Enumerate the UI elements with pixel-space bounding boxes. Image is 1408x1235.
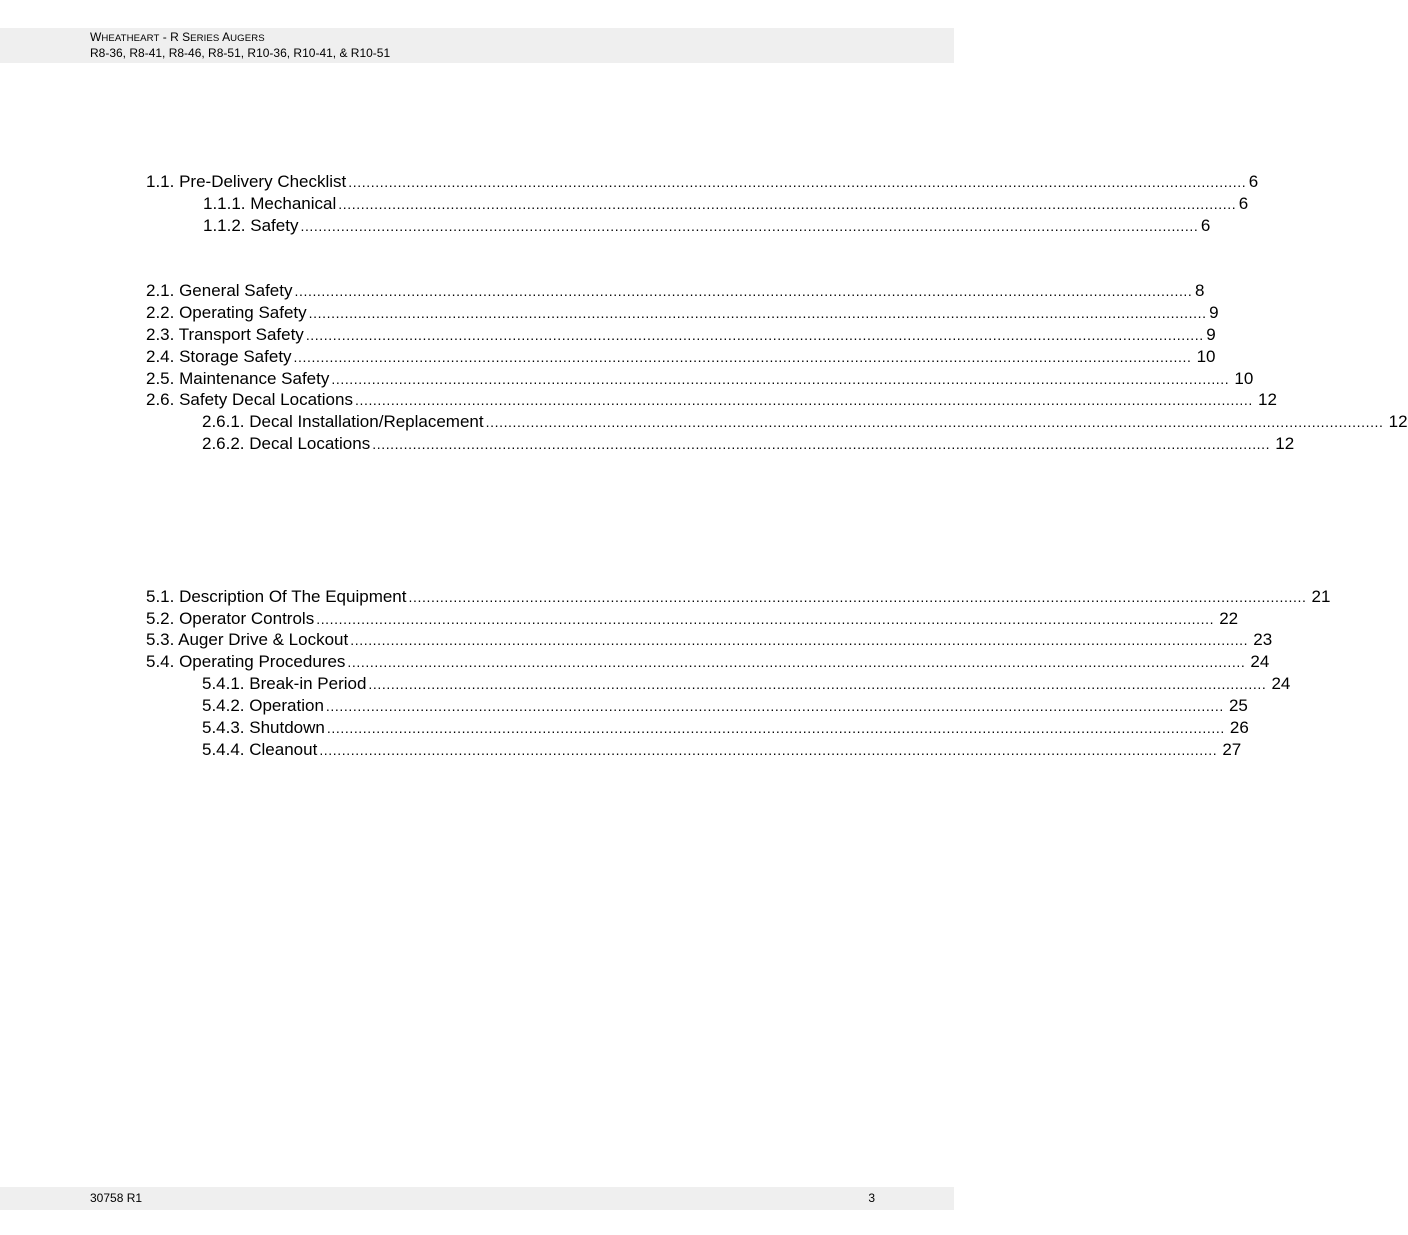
toc-entry-page: 9 bbox=[1209, 303, 1219, 322]
toc-entry-label: 2.6.2. Decal Locations bbox=[202, 434, 371, 453]
toc-entry[interactable] bbox=[202, 717, 1249, 739]
toc-entry-label: 5.4.2. Operation bbox=[202, 696, 324, 715]
toc-entry[interactable] bbox=[146, 651, 1270, 673]
toc-entry[interactable] bbox=[146, 346, 1216, 368]
dot-leader: ........................................................................................................................................................................................................ bbox=[294, 283, 1193, 299]
toc-entry-page: 24 bbox=[1250, 652, 1270, 671]
dot-leader: ........................................................................................................................................................................................................ bbox=[331, 371, 1230, 387]
toc-entry[interactable] bbox=[202, 433, 1295, 455]
toc-entry-page: 12 bbox=[1388, 412, 1408, 431]
toc-entry-page: 12 bbox=[1257, 390, 1277, 409]
toc-entry-label: 2.6.1. Decal Installation/Replacement bbox=[202, 412, 484, 431]
toc-entry[interactable] bbox=[202, 673, 1291, 695]
toc-entry-label: 5.1. Description Of The Equipment bbox=[146, 587, 407, 606]
toc-entry-label: 2.1. General Safety bbox=[146, 281, 293, 300]
toc-entry-label: 5.4.4. Cleanout bbox=[202, 740, 318, 759]
toc-entry-label: 1.1.1. Mechanical bbox=[203, 194, 337, 213]
toc-entry-page: 24 bbox=[1271, 674, 1291, 693]
dot-leader: ........................................................................................................................................................................................................ bbox=[485, 414, 1384, 430]
toc-entry-page: 21 bbox=[1311, 587, 1331, 606]
dot-leader: ........................................................................................................................................................................................................ bbox=[408, 589, 1307, 605]
title-rest-a: UGERS bbox=[230, 33, 265, 44]
toc-entry-label: 2.4. Storage Safety bbox=[146, 347, 292, 366]
toc-entry-label: 2.5. Maintenance Safety bbox=[146, 369, 330, 388]
toc-entry[interactable] bbox=[203, 215, 1211, 237]
dot-leader: ........................................................................................................................................................................................................ bbox=[325, 698, 1224, 714]
toc-entry[interactable] bbox=[203, 193, 1249, 215]
toc-entry-page: 12 bbox=[1275, 434, 1295, 453]
title-initial-s: S bbox=[182, 30, 191, 44]
dot-leader: ........................................................................................................................................................................................................ bbox=[326, 720, 1225, 736]
dot-leader: ........................................................................................................................................................................................................ bbox=[348, 174, 1247, 190]
toc-entry-label: 1.1.2. Safety bbox=[203, 216, 299, 235]
dot-leader: ........................................................................................................................................................................................................ bbox=[350, 632, 1249, 648]
toc-entry-label: 5.4.3. Shutdown bbox=[202, 718, 325, 737]
toc-entry-label: 1.1. Pre-Delivery Checklist bbox=[146, 172, 347, 191]
toc-entry[interactable] bbox=[202, 411, 1408, 433]
toc-entry-label: 5.3. Auger Drive & Lockout bbox=[146, 630, 349, 649]
dot-leader: ........................................................................................................................................................................................................ bbox=[319, 742, 1218, 758]
toc-entry-page: 27 bbox=[1222, 740, 1242, 759]
dot-leader: ........................................................................................................................................................................................................ bbox=[338, 196, 1237, 212]
toc-entry-page: 8 bbox=[1194, 281, 1205, 300]
toc-entry-page: 25 bbox=[1228, 696, 1248, 715]
toc-entry-label: 2.3. Transport Safety bbox=[146, 325, 304, 344]
toc-entry-page: 9 bbox=[1206, 325, 1216, 344]
toc-entry-page: 6 bbox=[1238, 194, 1249, 213]
toc-entry-label: 5.4. Operating Procedures bbox=[146, 652, 346, 671]
dot-leader: ........................................................................................................................................................................................................ bbox=[347, 654, 1246, 670]
toc-entry-label: 5.2. Operator Controls bbox=[146, 609, 315, 628]
toc-entry[interactable] bbox=[146, 608, 1239, 630]
dot-leader: ........................................................................................................................................................................................................ bbox=[305, 327, 1204, 343]
dot-leader: ........................................................................................................................................................................................................ bbox=[300, 218, 1199, 234]
toc-entry-page: 6 bbox=[1248, 172, 1259, 191]
toc-entry[interactable] bbox=[202, 739, 1242, 761]
toc-entry[interactable] bbox=[202, 695, 1248, 717]
toc-entry[interactable] bbox=[146, 324, 1216, 346]
dot-leader: ........................................................................................................................................................................................................ bbox=[308, 305, 1207, 321]
toc-entry[interactable] bbox=[146, 586, 1331, 608]
toc-entry-label: 5.4.1. Break-in Period bbox=[202, 674, 367, 693]
dot-leader: ........................................................................................................................................................................................................ bbox=[316, 611, 1215, 627]
toc-entry-page: 26 bbox=[1229, 718, 1249, 737]
footer-band bbox=[0, 1187, 954, 1210]
dot-leader: ........................................................................................................................................................................................................ bbox=[293, 349, 1192, 365]
dot-leader: ........................................................................................................................................................................................................ bbox=[368, 676, 1267, 692]
toc-entry-label: 2.6. Safety Decal Locations bbox=[146, 390, 353, 409]
toc-entry-page: 22 bbox=[1219, 609, 1239, 628]
title-initial-a: A bbox=[219, 30, 231, 44]
dot-leader: ........................................................................................................................................................................................................ bbox=[354, 392, 1253, 408]
toc-entry-page: 10 bbox=[1234, 369, 1254, 388]
model-list: R8-36, R8-41, R8-46, R8-51, R10-36, R10-41, & R10-51 bbox=[90, 46, 391, 60]
toc-entry[interactable] bbox=[146, 389, 1277, 411]
title-rest-s: ERIES bbox=[190, 33, 220, 44]
toc-entry[interactable] bbox=[146, 368, 1254, 390]
toc-entry-page: 23 bbox=[1253, 630, 1273, 649]
title-initial-w: W bbox=[90, 30, 102, 44]
toc-entry-page: 6 bbox=[1200, 216, 1211, 235]
dot-leader: ........................................................................................................................................................................................................ bbox=[372, 436, 1271, 452]
toc-entry-label: 2.2. Operating Safety bbox=[146, 303, 307, 322]
toc-entry[interactable] bbox=[146, 302, 1219, 324]
title-rest-w: HEATHEART bbox=[101, 33, 160, 44]
toc-entry[interactable] bbox=[146, 629, 1273, 651]
toc-entry[interactable] bbox=[146, 280, 1205, 302]
page-number: 3 bbox=[868, 1191, 875, 1205]
document-number: 30758 R1 bbox=[90, 1191, 143, 1205]
title-separator: - R bbox=[159, 30, 183, 44]
toc-entry-page: 10 bbox=[1196, 347, 1216, 366]
toc-entry[interactable] bbox=[146, 171, 1259, 193]
